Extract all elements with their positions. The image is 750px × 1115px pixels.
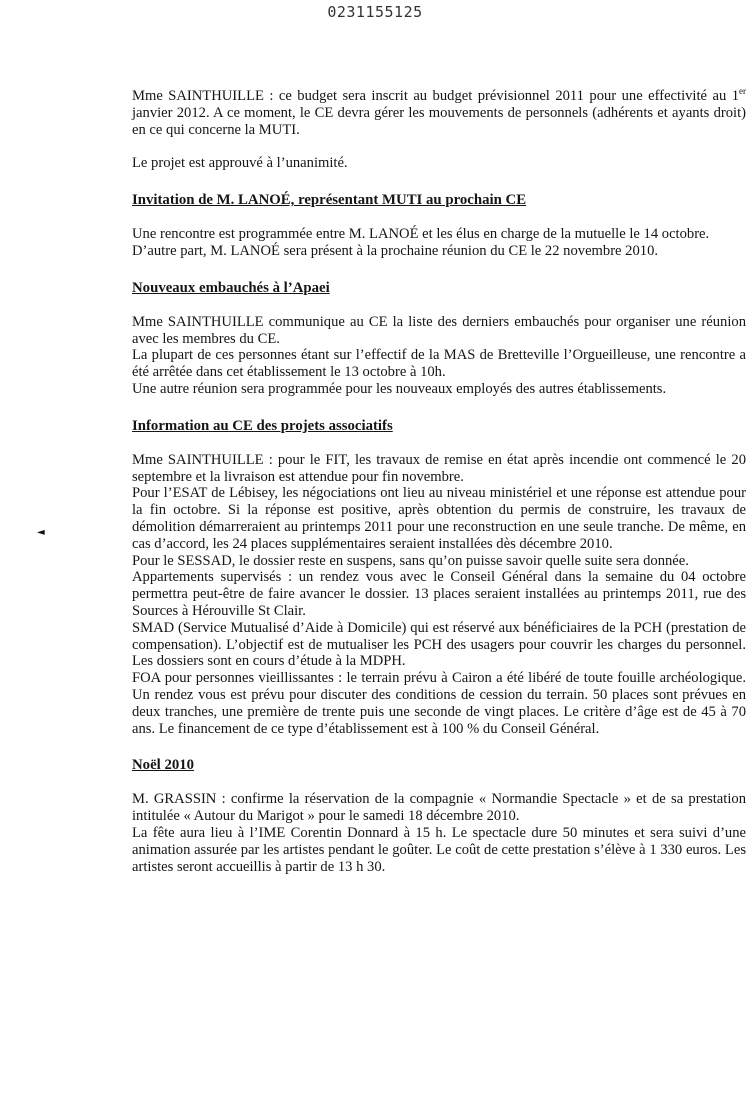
paragraph-invitation-2: D’autre part, M. LANOÉ sera présent à la prochaine réunion du CE le 22 novembre 2010.	[132, 242, 659, 259]
section-budget	[132, 88, 746, 172]
heading-noel: Noël 2010	[132, 757, 195, 774]
section-embauches	[132, 280, 746, 398]
paragraph-projets-appartements: Appartements supervisés : un rendez vous avec le Conseil Général dans la semaine du 04 octobre permettra peut-être de faire avancer le dossier. 13 places seraient installées au printemps 2011, rue des Sources à Hérouville St Clair.	[132, 569, 746, 619]
heading-projets: Information au CE des projets associatifs	[132, 417, 393, 434]
heading-invitation: Invitation de M. LANOÉ, représentant MUTI au prochain CE	[132, 192, 527, 209]
heading-embauches: Nouveaux embauchés à l’Apaei	[132, 279, 330, 296]
paragraph-noel-1: M. GRASSIN : confirme la réservation de la compagnie « Normandie Spectacle » et de sa prestation intitulée « Autour du Marigot » pour le samedi 18 décembre 2010.	[132, 791, 746, 825]
paragraph-embauches-1: Mme SAINTHUILLE communique au CE la liste des derniers embauchés pour organiser une réunion avec les membres du CE.	[132, 313, 746, 347]
document-body	[132, 88, 746, 875]
paragraph-projets-sessad: Pour le SESSAD, le dossier reste en suspens, sans qu’on puisse savoir quelle suite sera donnée.	[132, 552, 689, 569]
paragraph-invitation-1: Une rencontre est programmée entre M. LANOÉ et les élus en charge de la mutuelle le 14 octobre.	[132, 226, 710, 243]
section-invitation	[132, 192, 746, 260]
section-noel	[132, 757, 746, 875]
paragraph-embauches-2: La plupart de ces personnes étant sur l’effectif de la MAS de Bretteville l’Orgueilleuse, une rencontre a été arrêtée dans cet établissement le 13 octobre à 10h.	[132, 347, 746, 381]
paragraph-embauches-3: Une autre réunion sera programmée pour les nouveaux employés des autres établissements.	[132, 380, 667, 397]
paragraph-projets-esat: Pour l’ESAT de Lébisey, les négociations ont lieu au niveau ministériel et une réponse est attendue pour la fin octobre. Si la réponse est positive, après obtention du permis de construire, les travaux de démolition démarreraient au printemps 2011 pour une reconstruction en une seule tranche. De même, en cas d’accord, les 24 places supplémentaires seraient installées dès décembre 2010.	[132, 485, 746, 552]
margin-arrow-icon: ◄	[37, 527, 45, 538]
paragraph-projets-smad: SMAD (Service Mutualisé d’Aide à Domicile) qui est réservé aux bénéficiaires de la PCH (prestation de compensation). L’objectif est de mutualiser les PCH des usagers pour couvrir les charges du personnel. Les dossiers sont en cours d’étude à la MDPH.	[132, 619, 746, 670]
document-id: 0231155125	[327, 3, 423, 21]
paragraph-projets-fit: Mme SAINTHUILLE : pour le FIT, les travaux de remise en état après incendie ont commencé le 20 septembre et la livraison est attendue pour fin novembre.	[132, 451, 746, 485]
paragraph-noel-2: La fête aura lieu à l’IME Corentin Donnard à 15 h. Le spectacle dure 50 minutes et sera suivi d’une animation assurée par les artistes pendant le goûter. Le coût de cette prestation s’élève à 1 330 euros. Les artistes seront accueillis à partir de 13 h 30.	[132, 824, 746, 875]
paragraph-budget: Mme SAINTHUILLE : ce budget sera inscrit au budget prévisionnel 2011 pour une effectivité au 1er janvier 2012. A ce moment, le CE devra gérer les mouvements de personnels (adhérents et ayants droit) en ce qui concerne la MUTI.	[132, 86, 746, 138]
paragraph-projets-foa: FOA pour personnes vieillissantes : le terrain prévu à Cairon a été libéré de toute fouille archéologique. Un rendez vous est prévu pour discuter des conditions de cession du terrain. 50 places sont prévues en deux tranches, une première de trente puis une seconde de vingt places. Le critère d’âge est de 45 à 70 ans. Le financement de ce type d’établissement est à 100 % du Conseil Général.	[132, 670, 746, 737]
section-projets	[132, 418, 746, 738]
paragraph-approval: Le projet est approuvé à l’unanimité.	[132, 155, 348, 172]
